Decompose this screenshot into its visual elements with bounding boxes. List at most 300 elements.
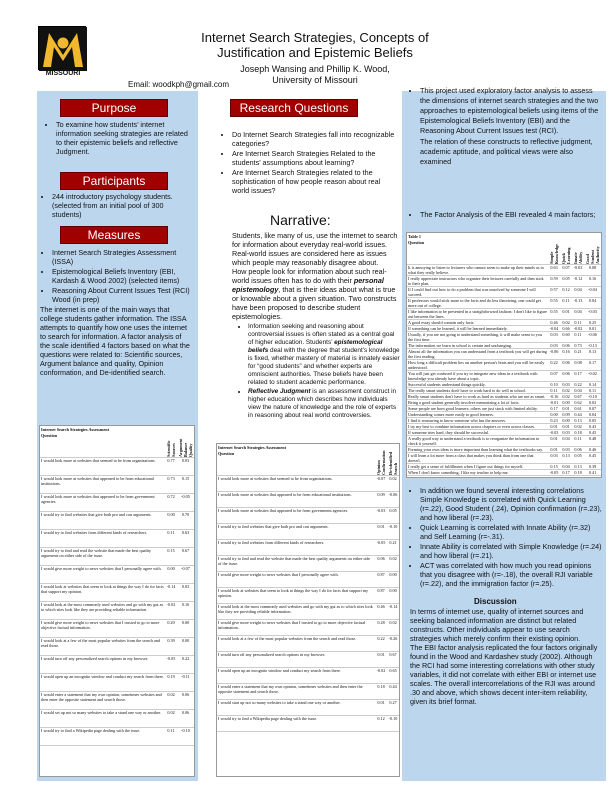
measures-item: • Internet Search Strategies Assessment (ISSA): [52, 248, 192, 266]
question-cell: I would turn off any personalized search options in my browser.: [40, 655, 165, 673]
loading-cell: 0.03: [560, 446, 572, 452]
loading-cell: 0.05: [572, 452, 584, 463]
results-item: • Quick Learning is correlated with Innate Ability (r=.32) and Self Learning (r=-.31).: [420, 523, 602, 541]
question-cell: I would try to find a Wikipedia page dealing with the issue.: [40, 727, 165, 745]
authors: Joseph Wansing and Phillip K. Wood,: [240, 64, 390, 74]
question-cell: I would try to find websites from different kinds of researchers.: [40, 529, 165, 547]
column-header: Quick Learning: [560, 240, 572, 264]
loading-cell: 0.55: [548, 297, 560, 308]
loading-cell: 0.11: [572, 319, 584, 325]
narrative-p1: Students, like many of us, use the internet to search for information about everyday real-world issues. Real-world issues are considered here as issues which people may reasonably disagree about.: [232, 231, 398, 267]
table-row: [217, 539, 399, 555]
loading-cell: 0.05: [584, 417, 601, 423]
intro-paragraph: The relation of these constructs to reflective judgment, academic aptitude, and political views were also examined: [420, 137, 593, 166]
loading-cell: 0.45: [584, 452, 601, 463]
loading-cell: 0.39: [584, 463, 601, 469]
logo-label: MISSOURI: [45, 70, 81, 77]
question-cell: I would try to find and read the website that made the best quality arguments on either side of the issue.: [40, 547, 165, 565]
question-cell: I would look more at websites that appeared to be from government agencies.: [40, 493, 165, 511]
loading-cell: -0.03: [375, 507, 387, 523]
loading-cell: -0.05: [165, 655, 177, 673]
question-cell: I would look at websites that seem to look at things the way I do for facts that support my opinion.: [40, 583, 165, 601]
results-section: [408, 486, 602, 589]
loading-cell: 0.06: [560, 370, 572, 381]
issa-table-2: [216, 443, 400, 777]
loading-cell: 0.01: [548, 446, 560, 452]
loading-cell: 0.07: [560, 264, 572, 275]
question-cell: If someone tries hard, they should be successful.: [407, 429, 548, 435]
loading-cell: 0.18: [572, 429, 584, 435]
loading-cell: 0.00: [387, 571, 399, 587]
narrative-p2: [232, 267, 400, 321]
question-cell: I would give more weight to news websites that I trusted to go to more objective factual information.: [217, 619, 375, 635]
contact-email: Email: woodkph@gmail.com: [128, 80, 230, 89]
measures-heading: Measures: [60, 226, 168, 244]
question-cell: I would try to find and read the website that made the best quality arguments on either side of the issue.: [217, 555, 375, 571]
loading-cell: 0.01: [560, 423, 572, 429]
loading-cell: 0.06: [177, 691, 194, 709]
loading-cell: 0.02: [387, 555, 399, 571]
question-cell: I would try to find a Wikipedia page dealing with the issue.: [217, 715, 375, 731]
loading-cell: 0.27: [387, 699, 399, 715]
factor-item: • The Factor Analysis of the EBI revealed 4 main factors;: [420, 210, 600, 219]
table-row: [40, 637, 194, 655]
loading-cell: 0.18: [375, 683, 387, 699]
loading-cell: 0.12: [560, 286, 572, 297]
factor-section: [408, 210, 600, 220]
measures-section: [40, 248, 192, 377]
loading-cell: 0.01: [560, 405, 572, 411]
discussion-p2: The EBI factor analysis replicated the four factors originally found in the Wood and Kardashev study (2002). Although the RCI had some interesting correlations with other study variables, it did not correlate with either EBI or internet use scales. The overall intercorrelations of the RJI was around .30 and above, which shows decent inter-item reliability, given its brief format.: [410, 643, 598, 706]
loading-cell: 0.65: [387, 667, 399, 683]
question-cell: I would look more at websites that appeared to be from government agencies.: [217, 507, 375, 523]
table-row: [217, 587, 399, 603]
question-cell: I would give more weight to news websites that I personally agree with.: [40, 565, 165, 583]
question-cell: You will just get confused if you try to integrate new ideas in a textbook with knowledge you already have about a topic.: [407, 370, 548, 381]
column-header: De-identified Search: [388, 451, 398, 475]
loading-cell: 0.00: [165, 565, 177, 583]
table-row: [217, 635, 399, 651]
table-row: [40, 601, 194, 619]
question-cell: I would open up an incognito window and conduct my search from there.: [217, 667, 375, 683]
discussion-section: [410, 607, 602, 706]
question-cell: I really appreciate instructors who organize their lectures carefully and then stick to their plan.: [407, 275, 548, 286]
loading-cell: -0.13: [572, 297, 584, 308]
participants-list: [40, 192, 190, 219]
question-cell: Forming your own ideas is more important than learning what the textbooks say.: [407, 446, 548, 452]
loading-cell: 0.62: [572, 399, 584, 405]
narrative-bullets: [236, 323, 400, 420]
loading-cell: 0.04: [584, 411, 601, 417]
loading-cell: 0.21: [387, 539, 399, 555]
loading-cell: 0.87: [375, 587, 387, 603]
loading-cell: 0.11: [548, 387, 560, 393]
question-cell: The information we learn in school is certain and unchanging.: [407, 342, 548, 348]
loading-cell: 0.04: [560, 435, 572, 446]
loading-cell: 0.46: [548, 319, 560, 325]
affiliation: University of Missouri: [272, 75, 358, 85]
table-row: [407, 452, 601, 463]
loading-cell: 0.02: [560, 387, 572, 393]
column-header: Innate Ability: [572, 240, 584, 264]
question-cell: A really good way to understand a textbook is to reorganize the information to check it yourself.: [407, 435, 548, 446]
table-row: [40, 529, 194, 547]
measures-paragraph: The internet is one of the main ways that college students gather information. The ISSA attempts to quantify how one uses the internet to search for information. A factor analysis of the scale identified 4 factors based on what the questions were related to: Scientific sources, Argument balance and quality, Opinion conformation, and De-identified search.: [40, 305, 190, 377]
column-header: Scientific Sources: [165, 433, 177, 457]
loading-cell: 0.13: [572, 463, 584, 469]
question-cell: Usually, if you are not going to understand something, it will make sense to you the first time.: [407, 331, 548, 342]
loading-cell: 0.46: [375, 603, 387, 619]
loading-cell: 0.15: [177, 475, 194, 493]
loading-cell: 0.02: [387, 475, 399, 491]
loading-cell: 0.03: [548, 342, 560, 348]
loading-cell: -0.10: [387, 715, 399, 731]
loading-cell: 0.03: [177, 457, 194, 475]
intro-section: [408, 86, 600, 167]
table-row: [40, 565, 194, 583]
table-row: [40, 457, 194, 475]
question-cell: I would try to find websites from different kinds of researchers.: [217, 539, 375, 555]
column-header: Opinion Confirmation: [376, 450, 386, 475]
column-header: Simple Knowledge: [548, 240, 560, 264]
loading-cell: 0.67: [572, 393, 584, 399]
question-cell: I would enter a statement that my own opinion, sometimes websites and then enter the opposite statement and search those.: [217, 683, 375, 699]
table-title: Internet Search Strategies Assessment: [218, 445, 286, 450]
tiger-logo-icon: [39, 27, 87, 71]
loading-cell: 0.03: [177, 583, 194, 601]
loading-cell: 0.11: [572, 435, 584, 446]
authors-block: [200, 64, 430, 86]
question-cell: I would give more weight to news websites that I trusted to go to more objective factual information.: [40, 619, 165, 637]
loading-cell: 0.13: [572, 417, 584, 423]
participants-item: • 244 introductory psychology students. (selected from an initial pool of 300 students): [52, 192, 190, 219]
loading-cell: -0.03: [572, 264, 584, 275]
table-row: [407, 331, 601, 342]
table-row: [217, 603, 399, 619]
loading-cell: 0.06: [560, 359, 572, 370]
question-cell: I will learn a lot more from a class that makes you think than from one that doesn't.: [407, 452, 548, 463]
loading-cell: 0.03: [548, 452, 560, 463]
loading-cell: 0.22: [177, 655, 194, 673]
table-row: [407, 286, 601, 297]
table-row: [40, 727, 194, 745]
loading-cell: 0.13: [560, 452, 572, 463]
table-row: [40, 583, 194, 601]
narrative-p2c: , that is their ideas about what is true or knowable about a given situation. Two constructs have been proposed to describe student epistemologies.: [232, 285, 397, 321]
question-cell: How long a difficult problem lies on another person's hints and you will be easily understood.: [407, 359, 548, 370]
loading-cell: 0.48: [584, 435, 601, 446]
loading-cell: 0.18: [572, 469, 584, 475]
research-item: • Do Internet Search Strategies fall into recognizable categories?: [232, 130, 396, 148]
table-row: [40, 673, 194, 691]
loading-cell: 0.45: [584, 429, 601, 435]
loading-cell: 0.00: [560, 417, 572, 423]
title-line-1: Internet Search Strategies, Concepts of: [201, 30, 429, 45]
question-cell: I would look at websites that seem to look at things the way I do for facts that support my opinion.: [217, 587, 375, 603]
loading-cell: 0.44: [387, 683, 399, 699]
b2b: is an assessment construct in higher education which describes how individuals view the nature of knowledge and the role of experts in reasoning about real world controversies.: [248, 388, 397, 419]
loading-cell: 0.00: [548, 411, 560, 417]
question-cell: I would open up an incognito window and conduct my search from there.: [40, 673, 165, 691]
loading-cell: -0.16: [549, 393, 559, 399]
loading-cell: 0.11: [584, 387, 601, 393]
loading-cell: 0.67: [387, 651, 399, 667]
question-cell: Almost all the information you can understand from a textbook you will get during the first reading.: [408, 348, 547, 359]
loading-cell: 0.02: [165, 691, 177, 709]
loading-cell: -0.05: [375, 539, 387, 555]
purpose-heading: Purpose: [60, 99, 168, 117]
table-row: [217, 619, 399, 635]
b1c: deal with the degree that student’s knowledge is fixed, whether mastery of material is innately easier for “good students” and whether experts are omniscient authorities. These beliefs have been related to student academic performance.: [248, 347, 400, 386]
loading-cell: 0.02: [165, 709, 177, 727]
loading-cell: 0.05: [387, 507, 399, 523]
loading-cell: 0.00: [165, 511, 177, 529]
loading-cell: 0.01: [584, 325, 601, 331]
loading-cell: 0.04: [572, 286, 584, 297]
loading-cell: 0.03: [548, 331, 560, 342]
table-row: [407, 308, 601, 319]
b1a: Information seeking and reasoning about controversial issues is often stated as a central goal of higher education. Students’: [248, 323, 395, 346]
table-row: [407, 359, 601, 370]
table-row: [217, 651, 399, 667]
research-item: • Are Internet Search Strategies Related to the students’ assumptions about learning?: [232, 149, 396, 167]
loading-cell: -0.10: [584, 393, 601, 399]
question-cell: Successful students understand things quickly.: [407, 381, 548, 387]
research-item: • Are Internet Search Strategies related to the sophistication of how people reason about real world issues?: [232, 168, 396, 195]
participants-section: [40, 192, 190, 220]
loading-cell: 0.02: [584, 399, 601, 405]
loading-cell: -0.04: [549, 325, 559, 331]
table-row: [40, 619, 194, 637]
question-cell: If something can be learned, it will be learned immediately.: [407, 325, 548, 331]
loading-cell: 0.06: [560, 342, 572, 348]
results-item: • Innate Ability is correlated with Simple Knowledge (r=.24) and how liberal (r=.21).: [420, 542, 602, 560]
loading-cell: 0.41: [584, 469, 601, 475]
loading-cell: 0.02: [560, 319, 572, 325]
loading-cell: 0.55: [548, 308, 560, 319]
narrative-bullet-1: [248, 323, 400, 387]
loading-cell: -0.02: [584, 370, 601, 381]
loading-cell: 0.44: [572, 411, 584, 417]
loading-cell: 0.01: [375, 523, 387, 539]
question-cell: It is annoying to listen to lecturers who cannot seem to make up their minds as to what they really believe.: [407, 264, 548, 275]
discussion-p1: In terms of internet use, quality of internet sources and seeking balanced information are distinct but related constructs. Other individuals appear to use search strategies which merely confirm their existing opinion.: [410, 607, 584, 643]
loading-cell: 0.08: [572, 359, 584, 370]
research-questions-section: [220, 130, 396, 196]
loading-cell: 0.16: [560, 348, 572, 359]
question-header: Question: [407, 240, 548, 264]
results-item: • In addition we found several interesting correlations Simple Knowledge is correlated with Quick Learning (r=.22), Good Student (.24), Opinion confirmation (r=.23), and how liberal (r=.23).: [420, 486, 602, 522]
table-row: [407, 348, 601, 359]
loading-cell: -0.14: [165, 583, 177, 601]
question-cell: I find it reassuring to know someone who has the answers.: [407, 417, 548, 423]
loading-cell: -0.03: [584, 308, 601, 319]
loading-cell: 0.04: [572, 387, 584, 393]
loading-cell: 0.23: [548, 417, 560, 423]
narrative-section: [232, 231, 400, 421]
question-cell: I would start up not so many websites to take a stand one way or another.: [217, 699, 375, 715]
loading-cell: 0.01: [548, 435, 560, 446]
loading-cell: -0.06: [548, 348, 560, 359]
table-row: [407, 435, 601, 446]
question-cell: I would look more at websites that seemed to be from organizations.: [217, 475, 375, 491]
loading-cell: 0.04: [560, 463, 572, 469]
loading-cell: -0.11: [177, 673, 194, 691]
table-row: [40, 655, 194, 673]
question-cell: I would look at a few of the most popular websites from the search and read those.: [40, 637, 165, 655]
loading-cell: 0.04: [584, 297, 601, 308]
loading-cell: -0.10: [387, 523, 399, 539]
discussion-heading: Discussion: [474, 597, 517, 606]
loading-cell: -0.07: [177, 565, 194, 583]
loading-cell: 0.11: [560, 297, 572, 308]
loading-cell: 0.17: [548, 405, 560, 411]
question-cell: I would enter a statement that my own opinion, sometimes websites and then enter the opposite statement and search those.: [40, 691, 165, 709]
loading-cell: 0.61: [572, 405, 584, 411]
table-row: [217, 667, 399, 683]
loading-cell: 0.00: [387, 587, 399, 603]
loading-cell: 0.13: [584, 348, 601, 359]
measures-item: • Reasoning About Current Issues Test (RCI) Wood (in prep): [52, 286, 192, 304]
loading-cell: 0.22: [572, 381, 584, 387]
table-row: [217, 491, 399, 507]
title-line-2: Justification and Epistemic Beliefs: [217, 45, 413, 60]
measures-item: • Epistemological Beliefs Inventory (EBI, Kardash & Wood 2002) (selected items): [52, 267, 192, 285]
table-row: [217, 475, 399, 491]
table-row: [217, 507, 399, 523]
question-cell: I like information to be presented in a straightforward fashion; I don't like to figure out between the lines.: [408, 308, 547, 319]
loading-cell: 0.01: [375, 699, 387, 715]
loading-cell: 0.08: [584, 264, 601, 275]
loading-cell: 0.17: [572, 370, 584, 381]
factor-list: [408, 210, 600, 219]
purpose-section: [44, 120, 190, 157]
loading-cell: -0.10: [177, 727, 194, 745]
b2a: Reflective Judgment: [248, 388, 311, 395]
loading-cell: 0.06: [375, 555, 387, 571]
loading-cell: 0.63: [177, 529, 194, 547]
narrative-heading: Narrative:: [270, 212, 331, 228]
question-cell: Some people are born good learners; others are just stuck with limited ability.: [407, 405, 548, 411]
question-header: Question: [40, 433, 165, 457]
table-row: [217, 555, 399, 571]
table-title: Internet Search Strategies Assessment: [41, 427, 109, 432]
loading-cell: 0.10: [548, 381, 560, 387]
loading-cell: 0.17: [584, 359, 601, 370]
loading-cell: 0.02: [387, 619, 399, 635]
loading-cell: 0.04: [572, 308, 584, 319]
loading-cell: 0.00: [560, 399, 572, 405]
loading-cell: 0.06: [177, 709, 194, 727]
loading-cell: 0.22: [548, 359, 560, 370]
loading-cell: 0.70: [177, 511, 194, 529]
loading-cell: 0.01: [548, 423, 560, 429]
narrative-p2a: How people look for information about such real-world issues often has to do with their: [232, 267, 387, 285]
table-row: [40, 511, 194, 529]
loading-cell: -0.14: [387, 603, 399, 619]
loading-cell: 0.14: [584, 381, 601, 387]
loading-cell: 0.02: [572, 423, 584, 429]
loading-cell: 0.07: [584, 405, 601, 411]
table-row: [40, 691, 194, 709]
question-cell: I would look more at websites that seemed to be from organizations.: [40, 457, 165, 475]
loading-cell: 0.87: [375, 571, 387, 587]
question-cell: I would look at the most commonly used websites and go with my gut as to which sites look like they are providing reliable information.: [40, 601, 165, 619]
participants-heading: Participants: [60, 172, 168, 190]
loading-cell: 0.73: [572, 342, 584, 348]
table-row: [40, 475, 194, 493]
question-cell: I try my best to combine information across chapters or even across classes.: [407, 423, 548, 429]
loading-cell: 0.16: [584, 275, 601, 286]
question-cell: If I could find out how to do a problem that was unsolved by someone I will succeed.: [407, 286, 548, 297]
loading-cell: 0.15: [548, 463, 560, 469]
loading-cell: -0.04: [584, 286, 601, 297]
table-row: [40, 709, 194, 727]
loading-cell: 0.01: [375, 651, 387, 667]
column-header: Good Student Authority: [584, 240, 601, 264]
question-cell: I would give more weight to news websites that I personally agree with.: [217, 571, 375, 587]
loading-cell: 0.02: [560, 393, 572, 399]
loading-cell: 0.06: [572, 446, 584, 452]
poster-title: [200, 30, 430, 60]
loading-cell: 0.01: [560, 308, 572, 319]
loading-cell: 0.21: [572, 348, 584, 359]
loading-cell: -0.06: [387, 491, 399, 507]
loading-cell: 0.63: [548, 264, 560, 275]
loading-cell: 0.07: [548, 370, 560, 381]
intro-item: • This project used exploratory factor analysis to assess the dimensions of internet search strategies and the two approaches to epistemological beliefs using items of the Epistemological Beliefs Inventory (EBI) and the Reasoning About Current Issues test (RCI).: [420, 86, 600, 136]
loading-cell: 0.03: [560, 381, 572, 387]
loading-cell: -0.05: [549, 469, 559, 475]
measures-list: [40, 248, 192, 304]
loading-cell: 0.20: [165, 619, 177, 637]
question-header: Question: [217, 451, 375, 475]
b1b: epistemological beliefs: [248, 339, 383, 354]
intro-list: [408, 86, 600, 136]
loading-cell: 0.22: [375, 635, 387, 651]
question-cell: I would try to find websites that give both pro and con arguments.: [217, 523, 375, 539]
table-row: [217, 571, 399, 587]
research-questions-heading: Research Questions: [230, 99, 358, 117]
loading-cell: 0.25: [584, 319, 601, 325]
purpose-list: [44, 120, 190, 156]
issa-table-1: [39, 425, 195, 777]
loading-cell: 0.11: [572, 331, 584, 342]
question-cell: I would set up not so many websites to take a stand one way or another.: [40, 709, 165, 727]
loading-cell: -0.02: [375, 667, 387, 683]
table-row: [407, 275, 601, 286]
table-row: [407, 297, 601, 308]
loading-cell: 0.39: [165, 637, 177, 655]
question-cell: I would try to find websites that give both pro and con arguments.: [40, 511, 165, 529]
table-row: [217, 715, 399, 731]
loading-cell: 0.11: [165, 727, 177, 745]
loading-cell: 0.11: [165, 529, 177, 547]
loading-cell: 0.00: [177, 619, 194, 637]
question-cell: If professors would stick more to the facts and do less theorizing, one could get more out of college.: [407, 297, 548, 308]
question-cell: I would look at the most commonly used websites and go with my gut as to which sites look like they are providing reliable information.: [217, 603, 375, 619]
table-row: [217, 683, 399, 699]
loading-cell: 0.19: [165, 673, 177, 691]
loading-cell: 0.05: [560, 275, 572, 286]
question-cell: Being a good student generally involves memorizing a lot of facts.: [407, 399, 548, 405]
loading-cell: 0.67: [177, 547, 194, 565]
loading-cell: -0.26: [387, 635, 399, 651]
loading-cell: 0.12: [375, 715, 387, 731]
question-cell: A good essay should contain only facts.: [407, 319, 548, 325]
table-row: [40, 493, 194, 511]
question-cell: I would turn off any personalized search options in my browser.: [217, 651, 375, 667]
